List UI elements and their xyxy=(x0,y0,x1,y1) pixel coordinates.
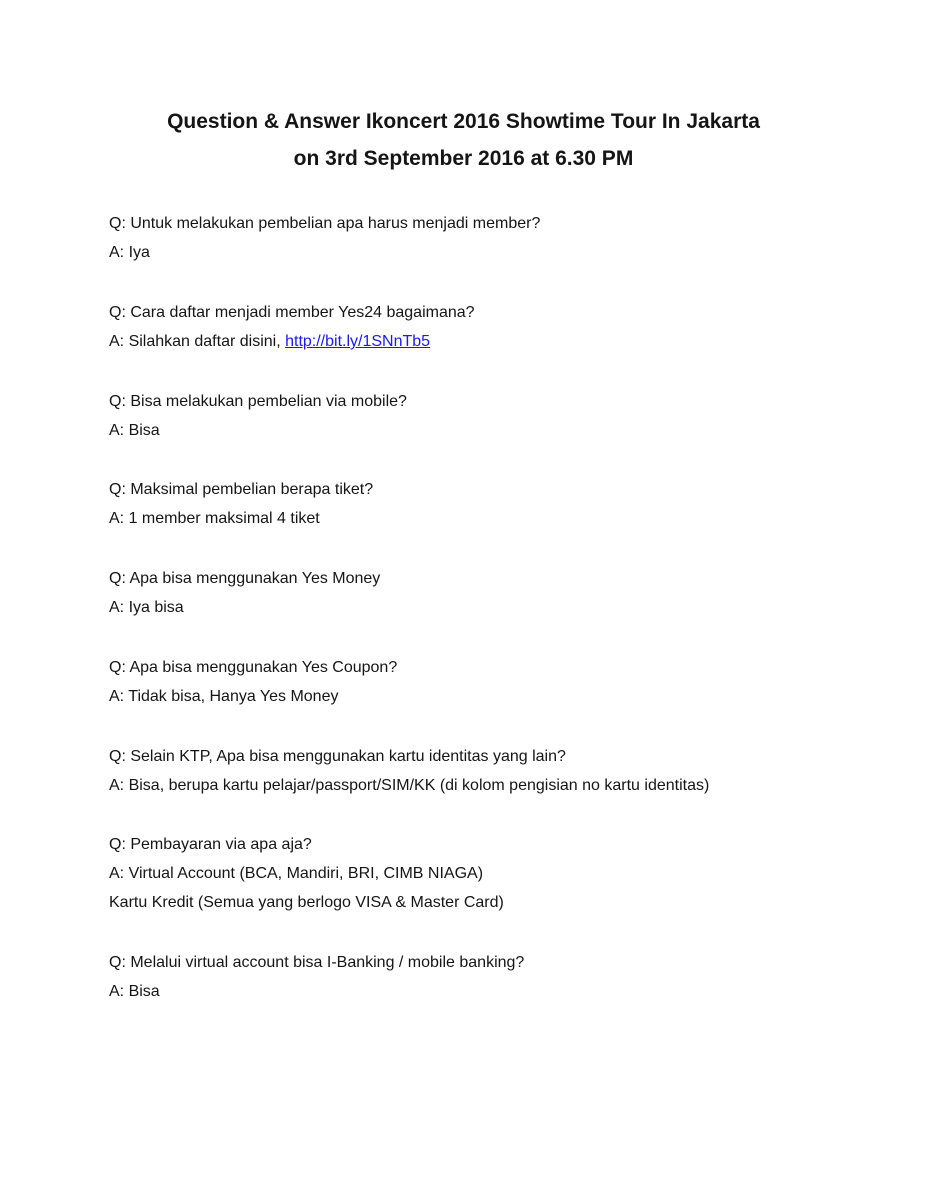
question-text: Q: Pembayaran via apa aja? xyxy=(109,836,312,853)
question-text: Q: Maksimal pembelian berapa tiket? xyxy=(109,481,374,498)
qa-item-payment-methods xyxy=(109,830,869,917)
qa-item-virtual-account-banking xyxy=(109,948,869,1006)
answer-text: A: Virtual Account (BCA, Mandiri, BRI, CIMB NIAGA) xyxy=(109,865,484,882)
document-title-line-1: Question & Answer Ikoncert 2016 Showtime Tour In Jakarta xyxy=(167,110,760,133)
answer-text: A: 1 member maksimal 4 tiket xyxy=(109,510,320,527)
answer-text: A: Bisa xyxy=(109,983,160,1000)
qa-item-membership-required xyxy=(109,209,869,267)
question-text: Q: Apa bisa menggunakan Yes Money xyxy=(109,570,381,587)
qa-item-yes-coupon xyxy=(109,653,869,711)
document-title-line-2: on 3rd September 2016 at 6.30 PM xyxy=(293,147,634,170)
answer-text: A: Bisa, berupa kartu pelajar/passport/SIM/KK (di kolom pengisian no kartu identitas) xyxy=(109,777,710,794)
qa-item-max-tickets xyxy=(109,475,869,533)
qa-item-identity-card xyxy=(109,742,869,800)
answer-text: A: Bisa xyxy=(109,422,160,439)
answer-text: A: Iya bisa xyxy=(109,599,184,616)
answer-line xyxy=(109,327,869,356)
qa-item-yes-money xyxy=(109,564,869,622)
question-text: Q: Selain KTP, Apa bisa menggunakan kartu identitas yang lain? xyxy=(109,748,566,765)
answer-text: A: Iya xyxy=(109,244,150,261)
qa-item-mobile-purchase xyxy=(109,387,869,445)
question-text: Q: Melalui virtual account bisa I-Banking / mobile banking? xyxy=(109,954,525,971)
question-text: Q: Cara daftar menjadi member Yes24 bagaimana? xyxy=(109,304,475,321)
answer-text-continued: Kartu Kredit (Semua yang berlogo VISA & Master Card) xyxy=(109,894,504,911)
register-link[interactable]: http://bit.ly/1SNnTb5 xyxy=(285,333,431,350)
answer-text: A: Silahkan daftar disini, xyxy=(109,333,286,350)
question-text: Q: Apa bisa menggunakan Yes Coupon? xyxy=(109,659,398,676)
answer-text: A: Tidak bisa, Hanya Yes Money xyxy=(109,688,339,705)
question-text: Q: Bisa melakukan pembelian via mobile? xyxy=(109,393,407,410)
question-text: Q: Untuk melakukan pembelian apa harus menjadi member? xyxy=(109,215,541,232)
qa-item-register-yes24 xyxy=(109,298,869,356)
